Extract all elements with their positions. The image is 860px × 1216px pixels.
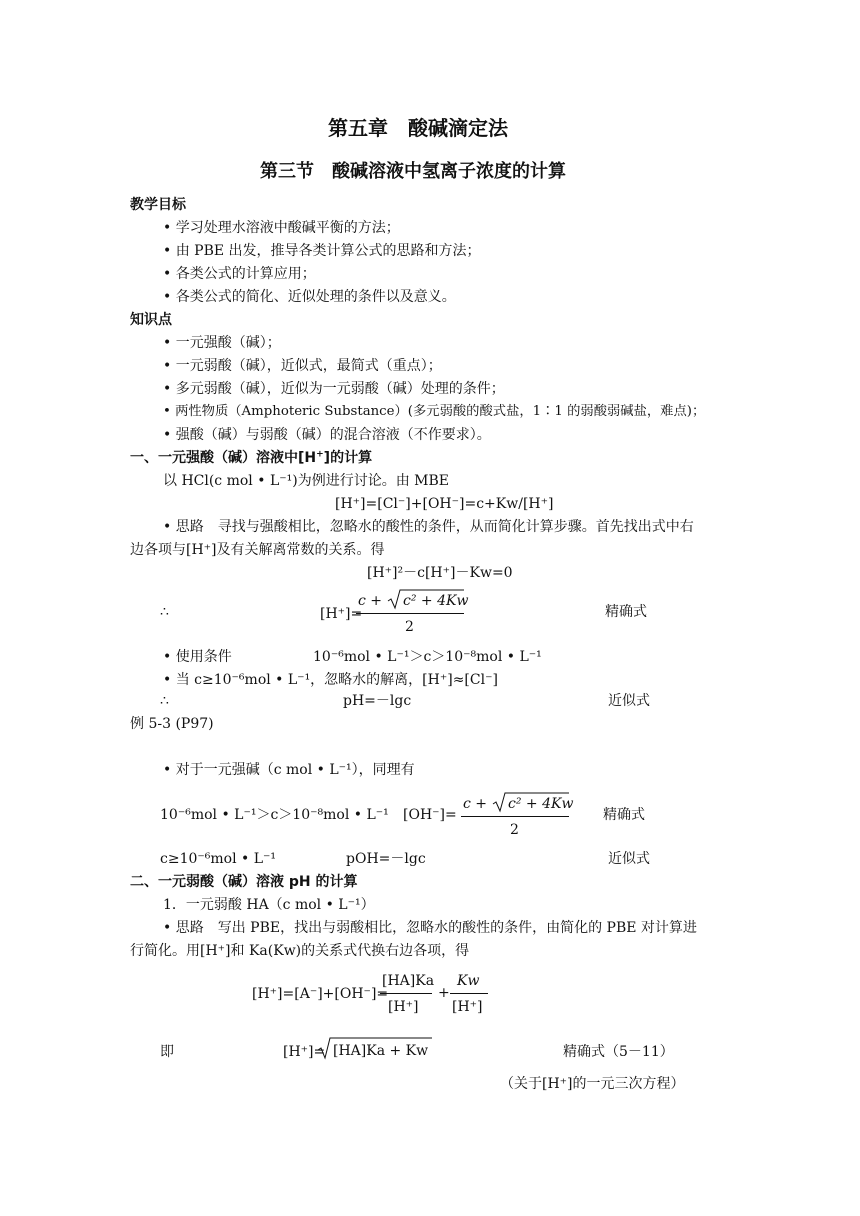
example-ref: 例 5-3 (P97) <box>130 716 214 732</box>
idea-line: • 思路 寻找与强酸相比，忽略水的酸性的条件，从而简化计算步骤。首先找出式中右 <box>163 519 694 535</box>
subsection-heading: 1．一元弱酸 HA（c mol • L⁻¹） <box>163 897 375 913</box>
knowledge-item: • 多元弱酸（碱），近似为一元弱酸（碱）处理的条件； <box>163 381 505 397</box>
fraction-bar <box>450 993 488 994</box>
use-condition-label: • 使用条件 <box>163 649 232 665</box>
fraction-numerator: Kw <box>457 973 480 989</box>
fraction-bar <box>461 816 569 817</box>
knowledge-item: • 两性物质（Amphoteric Substance）(多元弱酸的酸式盐，1∶1 的弱酸弱碱盐，难点)； <box>163 404 706 419</box>
section1-intro: 以 HCl(c mol • L⁻¹)为例进行讨论。由 MBE <box>163 473 449 489</box>
exact-label: 精确式 <box>605 604 647 620</box>
plus-sign: + <box>438 985 450 1001</box>
approx-label: 近似式 <box>608 693 650 709</box>
radicand: c² + 4Kw <box>508 796 574 812</box>
ph-equation: pH=－lgc <box>343 693 412 709</box>
h-lhs: [H⁺]= <box>320 606 363 622</box>
knowledge-item: • 强酸（碱）与弱酸（碱）的混合溶液（不作要求）。 <box>163 427 491 443</box>
approx-label: 近似式 <box>608 851 650 867</box>
idea-line: 边各项与[H⁺]及有关解离常数的关系。得 <box>130 542 385 558</box>
denominator: 2 <box>405 619 414 635</box>
cubic-note: （关于[H⁺]的一元三次方程） <box>500 1076 685 1092</box>
base-condition: 10⁻⁶mol • L⁻¹＞c＞10⁻⁸mol • L⁻¹ <box>160 807 389 823</box>
denominator: 2 <box>510 822 519 838</box>
radicand: c² + 4Kw <box>403 593 469 609</box>
fraction-bar <box>380 993 432 994</box>
approximation-condition: • 当 c≥10⁻⁶mol • L⁻¹，忽略水的解离，[H⁺]≈[Cl⁻] <box>163 672 498 688</box>
numerator-c: c + <box>358 593 383 609</box>
knowledge-item: • 一元弱酸（碱），近似式，最简式（重点）； <box>163 358 442 374</box>
pbe-lhs: [H⁺]=[A⁻]+[OH⁻]= <box>252 986 389 1002</box>
fraction-bar <box>356 613 464 614</box>
fraction-denominator: [H⁺] <box>388 999 419 1015</box>
use-condition: 10⁻⁶mol • L⁻¹＞c＞10⁻⁸mol • L⁻¹ <box>313 649 542 665</box>
h2-lhs: [H⁺]= <box>283 1044 326 1060</box>
knowledge-heading: 知识点 <box>130 312 172 328</box>
section2-heading: 二、一元弱酸（碱）溶液 pH 的计算 <box>130 874 358 890</box>
mbe-equation: [H⁺]=[Cl⁻]+[OH⁻]=c+Kw/[H⁺] <box>335 496 554 512</box>
section1-heading: 一、一元强酸（碱）溶液中[H+]的计算 <box>130 449 373 466</box>
objective-item: • 由 PBE 出发，推导各类计算公式的思路和方法； <box>163 243 481 259</box>
chapter-title: 第五章 酸碱滴定法 <box>328 116 508 140</box>
base-intro: • 对于一元强碱（c mol • L⁻¹），同理有 <box>163 762 415 778</box>
fraction-denominator: [H⁺] <box>452 999 483 1015</box>
knowledge-item: • 一元强酸（碱）； <box>163 335 281 351</box>
objective-item: • 各类公式的简化、近似处理的条件以及意义。 <box>163 289 456 305</box>
numerator-c: c + <box>463 796 488 812</box>
poh-equation: pOH=－lgc <box>346 851 426 867</box>
fraction-numerator: [HA]Ka <box>382 973 435 989</box>
base-condition-approx: c≥10⁻⁶mol • L⁻¹ <box>160 851 277 867</box>
exact-label: 精确式（5－11） <box>563 1044 674 1060</box>
oh-lhs: [OH⁻]= <box>403 807 457 823</box>
quadratic-equation: [H⁺]²－c[H⁺]－Kw=0 <box>367 565 513 581</box>
objective-item: • 学习处理水溶液中酸碱平衡的方法； <box>163 220 400 236</box>
ji-label: 即 <box>160 1044 174 1060</box>
idea-line: • 思路 写出 PBE，找出与弱酸相比，忽略水的酸性的条件，由简化的 PBE 对计算进 <box>163 920 697 936</box>
section-title: 第三节 酸碱溶液中氢离子浓度的计算 <box>260 161 566 182</box>
therefore-symbol: ∴ <box>160 693 169 709</box>
objectives-heading: 教学目标 <box>130 197 186 213</box>
exact-label: 精确式 <box>603 807 645 823</box>
objective-item: • 各类公式的计算应用； <box>163 266 316 282</box>
idea-line: 行简化。用[H⁺]和 Ka(Kw)的关系式代换右边各项，得 <box>130 943 470 959</box>
radicand: [HA]Ka + Kw <box>333 1043 429 1059</box>
therefore-symbol: ∴ <box>160 604 169 620</box>
